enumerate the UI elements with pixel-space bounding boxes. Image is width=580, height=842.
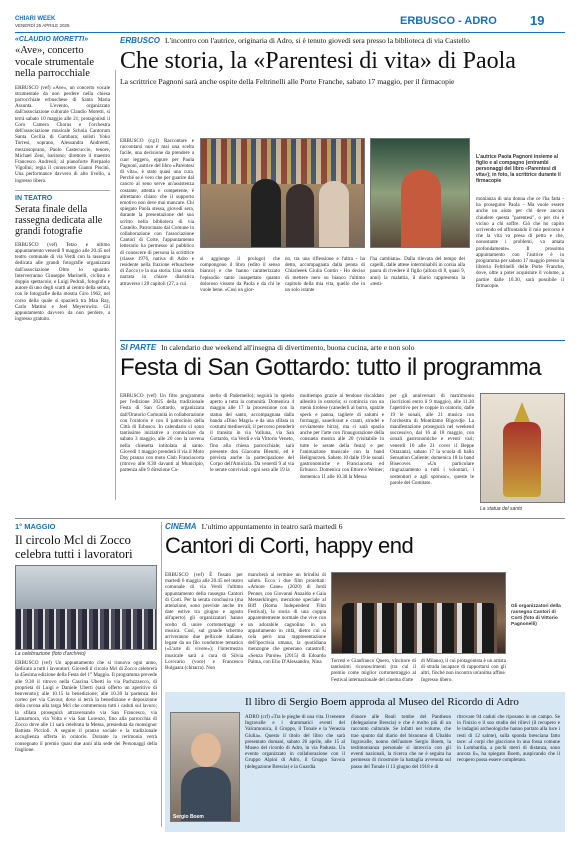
concert-body: ERBUSCO (vef) «Ave», un concerto vocale strumentale da non perdere nella chiesa parrocchiale erbuschese di Santa Maria Assunta. L'evento, organizzato dall'associazione culturale Claudio Moretti, si terrà sabato 10 maggio alle 21; protagonisti il Coro Camera Chorus e l'orchestra dell'associazione musicale Schola Cantorum Santa Cecilia di Gambara; solisti Yoko Torresi, soprano, Alessandra Andreetti, mezzosoprano, Paolo Castecuccio, tenore, Michael Zeni, baritono; direttore il maestro Francesco Andreoli; al pianoforte Pierpaolo Vigolini; regia il conoscente Gianni Piscini. Una performance davvero di alto livello, a ingresso libero. (15, 84, 110, 184)
story3-photo (15, 565, 157, 650)
story2-deck: In calendario due weekend all'insegna di divertimento, buona cucina, arte e non solo (161, 343, 415, 352)
left-column (15, 36, 110, 501)
story-san-gottardo (120, 343, 565, 513)
header-rule (15, 32, 565, 33)
story4-col2: mancherà al termine un brindisi di saluto. Ecco i due film proiettati: «Amore Cane» (2020) di Jordi Penner, con Giovanni Anzaldo e Gaia Messerklinger, menzione speciale al Biff (Roma Independent Film Festival), la storia di una coppia apparentemente normale che vive con un adorabile cagnolino in un appartamento in città, dietro cui si cela però una rappresentazione dell'ipocrisia umana, la quotidiana menzogne che generano catastrofi; «Senza Parole» (2015) di Edoardo Palma, con Elio D'Alessandro, Nina (248, 572, 326, 665)
story1-photo-second (370, 138, 470, 248)
story3-headline: Il circolo Mcl di Zocco celebra tutti i lavoratori (15, 533, 133, 561)
person-silhouette (401, 169, 441, 248)
person-silhouette (319, 181, 349, 248)
page-header (0, 0, 580, 32)
bookshelf-graphic (201, 139, 365, 184)
person-head (191, 733, 221, 767)
statue-mitre (514, 402, 530, 422)
story-boem (165, 692, 565, 832)
story5-col3: ritrovare 94 caduti che riposano in un campo. Se in l'inizio e il suo studio dei rilievi (il recupero e le indagini archeologiche hanno portato alla luce i resti di 12 salme), sulla sponda bresciana fatto tace: «I corpi che giacciono in una fossa comune in Lombardia, a pochi metri di distanza, sono ancora lì», ha spiegato Boem, auspicando che il recupero possa essere completato. (457, 714, 560, 764)
paper-name: CHIARI WEEK (15, 16, 56, 22)
photo-kicker: IN TEATRO (15, 194, 53, 202)
story2-col3: multiempo grazie al tendone riscaldato allestito in oratorio; si comincia con un menù tirolese (canederli al burro, spatzle speck e panna, tagliere di salumi e formaggi, sauerkraut e crauti, strudel e ovviamente birra), ma ci sarà spazio anche per l'arte con l'inaugurazione della consueta mostra alle 20 (visitabile in tutte le serate della festa) e per l'animazione musicale con la band Hellgnurzen. Sabato 10 dalle 19 le sonali gastronomiche e Franciacorta ed Erbusco. Domenica con Ettore e Weiner; domenica 11 alle 10.30 la Messa (300, 393, 384, 480)
story1-col5: monianza di una donna che ce l'ha fatta - ha proseguito Paola - Ma vuole essere anche un aiuto per chi deve ancora chiudere questa "parentesi", o per chi è vicino a chi soffre. Ciò che ho capito scrivendo ed affrontando il mio percorso è che la vita va presa di petto e che, nonostante i problemi, va amata profondamente». Il prossimo appuntamento con l'autrice è in programma per sabato 17 maggio presso la libreria Feltrinelli delle Porte Franche, dove, oltre a poter acquistare il volume, a partire dalle 10.30, sarà possibile il firmacopie. (476, 196, 564, 289)
story3-body: ERBUSCO (vef) Un appuntamento che si rinnova ogni anno, dedicato a tutti i lavoratori. Giovedì il circolo Mcl di Zocco celebrerà la 45esima edizione della Festa del 1° Maggio. Il programma prevede alle 9.30 il ritrovo nella Cascina Uberti in via Pachzzzecco, di proprietà di Luigi e Daniele Uberti (sarà offerto un aperitivo di benvenuto); alle 10.15 la benedizione; alle 10.30 la partenza del corteo per via Cavour, dove si terrà la benedizione e deposizione della corona alla targa Mcl che commemora tutti i caduti sul lavoro; la sfilata proseguirà attraversando via San Francesco, via Lamarmora, via Volta e via San Lorenzo, fino alla parrocchia di Zocco dove alle 11 sarà celebrata la Messa, presieduta da monsignor Battista Piccioli. A seguire il pranzo sociale e la tradizionale accoglienza offerta in oratorio. Durante la cerimonia verrà consegnato il premio quasi due anni alla sede dei Personaggi della fraglione. (15, 660, 157, 753)
story1-deck: L'incontro con l'autrice, originaria di Adro, si è tenuto giovedì sera presso la biblioteca di via Castello (165, 36, 470, 45)
person-silhouette (251, 179, 281, 248)
story4-photo (331, 572, 506, 654)
story4-deck: L'ultimo appuntamento in teatro sarà martedì 6 (201, 522, 343, 531)
story1-photo-caption: L'autrice Paola Pagnoni insieme al figlio e al compagno (entrambi personaggi del libro «Parentesi di vita»); in foto, la scrittrice durante il firmacopie (476, 154, 561, 184)
divider (15, 190, 110, 191)
story1-col4: l'ha cambiata». Dalla rilevata del tempo dei capelli, dalle attese interminabili in corsia alla paura di rivedere il figlio (allora di 8, quasi 9, anni) la malattia, il diario rappresenta la «testi- (370, 256, 465, 287)
story2-headline: Festa di San Gottardo: tutto il programma (120, 354, 542, 381)
story4-photo-caption: Gli organizzatori della rassegna Cantori di Corti (foto di Vittorio Pagnonelli) (511, 604, 561, 627)
group-silhouette (342, 603, 497, 654)
story5-photo-caption: Sergio Boem (173, 814, 204, 820)
story1-photo-main (200, 138, 365, 248)
column-divider (115, 70, 116, 500)
story4-kicker: CINEMA (165, 522, 197, 531)
story2-col2: stello di Padernello); seguirà lo spiedo aperto a tutta la comunità. Domenica 4 maggio alle 17 la processione con la statua del santo, accompagnata dalla banda «Dino Magri» e da una sfilata in costumi medioevali; il percorso prenderà il transito in via Valluna, via San Gottardo, via Verdi e via Vittorio Veneto, fino alla chiesa parrocchiale; sarà presente don Giacomo Blenmi, ed è prevista anche la partecipazione del Corpo dell'Amicizia. Da venerdì 9 al via le serate conviviali: ogni sera alle 19 la (210, 393, 294, 474)
story1-subhead: La scrittrice Pagnoni sarà anche ospite della Feltrinelli alle Porte Franche, sabato 17 maggio, per il firmacopie (120, 77, 455, 86)
photo-title: Serata finale della rassegna dedicata alle grandi fotografie (15, 203, 103, 237)
story5-col1: ADRO (crf) «Tra le pieghe di una vita. Il tenente Ingravalle e i drammatici eventi del Valcamonica, il Gruppo, il Tonale e la Venezia Giulia». Questo il titolo del libro che sarà presentato domani, sabato 26 aprile, alle 15 al Museo del ricordo di Adro, in via Padusta. Un evento organizzato in collaborazione con il Gruppo Alpini di Adro, il Gruppo Savoia (delegazione Brescia) e la Guardia (245, 714, 345, 770)
story4-col4: di Milano), il cui protagonista è un artista di strada incapace di rapportarsi con gli altri, finché non incontra un'anima affine. Ingresso libero. (421, 658, 506, 683)
section-label: ERBUSCO - ADRO (400, 15, 497, 27)
story4-col3: Torresi e Gianfranco Quero, vincitore di tantissimi riconoscimenti (tra cui il premio come miglior cortometraggio al Festival internazionale del cinema d'arte (331, 658, 416, 683)
story4-col1: ERBUSCO (vef) È fissato per martedì 6 maggio alle 20.45 nel teatro comunale di via Verdi l'ultimo appuntamento della rassegna Cantori di Corti. Per la serata conclusiva (ma attenzione, sono previste anche tre date estive tra giugno e agosto all'aperto) gli organizzatori hanno scelto di unire cortometraggi e musica. Così, sul grande schermo arriveranno due pellicole italiane, legate da un filo conduttore tematico («L'arte di vivere»); l'intermezzo musicale sarà a cura di Silvia Lovicario (voce) e Francesco Bulgaara (chitarra). Non (165, 572, 243, 672)
story2-kicker: SI PARTE (120, 343, 157, 352)
story5-col2: d'onore alle Reali tombe del Pantheon (delegazione Brescia) e che è molto più di un racconto culturale. Se infatti nel volume, che trae spunto dal diario del bisnonno di Ubaldo Ingravalle, nonno dell'autore Sergio Boem, la testimonianza personale si intreccia con gli eventi nazionali, la ricerca che ne è seguita ha permesso di ricostruire la battaglia avvenuta sul passo del Tonale il 13 giugno del 1918 e di (351, 714, 451, 770)
story5-headline: Il libro di Sergio Boem approda al Museo del Ricordo di Adro (245, 696, 519, 708)
page-number: 19 (530, 13, 545, 28)
story5-photo (170, 712, 240, 822)
person-silhouette (286, 184, 314, 248)
story3-kicker: 1° MAGGIO (15, 522, 56, 531)
issue-date: VENERDÌ 25 APRILE 2025 (15, 23, 70, 28)
section-divider (15, 518, 565, 519)
story4-headline: Cantori di Corti, happy end (165, 533, 414, 558)
story1-col2: si aggiunge il prologo) che compongono il libro (edito il senso bianco) e che hanno caratterizzato l'episodio tanto inaspettato quanto doloroso vissuto da Paola e da chi le vuole bene. «Così un gior- (200, 256, 280, 294)
story2-photo-statue (480, 393, 565, 503)
story2-photo-caption: La statua del santo (480, 506, 523, 512)
section-rule (120, 340, 565, 341)
story-paola (120, 36, 565, 336)
crowd-graphic (16, 609, 157, 649)
story-cantori (165, 522, 565, 690)
concert-kicker: «CLAUDIO MORETTI» (15, 36, 89, 43)
concert-title: «Ave», concerto vocale strumentale nella parrocchiale (15, 45, 95, 79)
story1-kicker: ERBUSCO (120, 36, 161, 45)
story-mcl-zocco (15, 522, 157, 827)
story2-col1: ERBUSCO (vef) Un fitto programma per l'edizione 2025 della tradizionale Festa di San Gottardo, organizzata dall'Oratorio Comunità in collaborazione con l'oratorio e con il patrocinio della Città di Erbusco. In calendario ci sono tantissime iniziative a cominciare da sabato 3 maggio, alle 20 con la novena nella chiesetta intitolata al santo. Giovedì 1 maggio prenderà il via il Moto Day pranzo con moto Club Franciacorta (ritrovo alle 8.30 davanti al Municipio, partenza alle 9 direzione Ca- (120, 393, 204, 474)
photo-body: ERBUSCO (vef) Tetzo e ultimo appuntamento venerdì 9 maggio alle 20.45 nel teatro comunale di via Verdi con la rassegna dedicata alle grandi fotografie organizzata dall'associazione Oltre lo sguardo. Interverranno Giuseppe Marinelli, ciclista e doppio spettacolo, e Luigi Pedrali, fotografo e autore di uno degli scatti al centro della serata, con le fotografie della mostra Giro 1962, nel corso della quale si spazierà tra Man Ray, Carlo Mattini e Joel Meyerowitz. Gli appuntamento davvero da non perdere, a ingresso gratuito. (15, 241, 110, 323)
story1-col3: no, tra una riflessione e l'altra - ha detto, accompagnata dalla penna di Chiarieeek Giulia Contin - Ho deciso di mettere nero su bianco l'ultimo capitolo della mia vita, quello che in un solo istante (285, 256, 365, 294)
story1-col1: ERBUSCO (cg1) Raccontare e raccontarsi non è mai una scelta facile, una decisione da prendere a cuor leggero, eppure per Paola Pagnoni, autrice del libro «Parentesi di vita», è stato quasi una cura. Perché se è vero che per guarire dal cancro al seno serve un'assistenza costante, attenta e competente, è altrettanto chiaro che il supporto emotivo non deve mai mancare. Chi spiegato Paola stessa, giovedì sera, durante la presentazione del suo scritto nella biblioteca di via Castello. Patrocinato dal Comune in collaborazione con l'associazione Cantori di Corte, l'appuntamento letterario ha permesso al pubblico di conoscere di persona la scrittrice (classe 1976, nativa di Adro e residente nella frazione erbuschese di Zocco) e la sua storia. Una storia narrata in chiave diaristica attraverso i 28 capitoli (27, a cui (120, 138, 194, 287)
story3-photo-caption: La celebrazione (foto d'archivio) (15, 651, 86, 657)
statue-body (503, 422, 541, 497)
column-divider (161, 522, 162, 827)
story2-col4: per gli anniversari di matrimonio (iscrizioni entro il 9 maggio), alle 11.30 l'aperitivo per le coppie in oratorio, dalle 19 le sonali, alle 21 musica con l'orchestra di Montitamo Bigovdje. La manifestazione proseguirà nel weekend successivo, dal 16 al 18 maggio, con sonali gastronomiche e eventi vari; venerdì 16 alle 21 cover il Beppe Ostazanzi, sabato 17 la scuola di ballo Sensation Caliente; domenica 18 la band Bisecover. «Un particolare ringraziamento a tutti i volontari, i sostenitori e agli sponsor», queste le parole del Comitato. (390, 393, 474, 486)
story1-headline: Che storia, la «Parentesi di vita» di Paola (120, 48, 516, 74)
